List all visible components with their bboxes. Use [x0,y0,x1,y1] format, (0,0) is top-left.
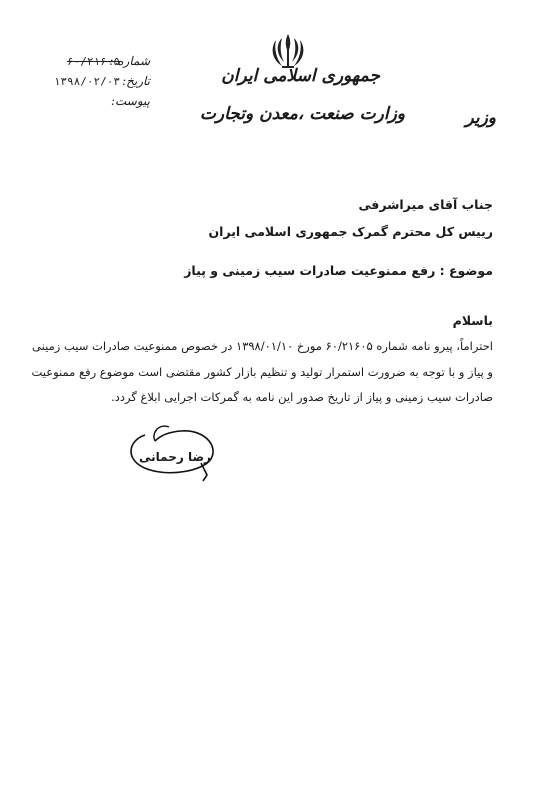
letterhead-office: وزیر [465,108,496,128]
letter-meta [30,54,150,114]
letter-date-label: تاریخ: [122,74,150,88]
body-line: احتراماً، پیرو نامه شماره ۶۰/۲۱۶۰۵ مورخ ۱۳۹۸/۰۱/۱۰ در خصوص ممنوعیت صادرات سیب زمینی [32,339,493,353]
letterhead-ministry: وزارت صنعت ،معدن وتجارت [199,104,405,124]
recipient-name: جناب آقای میراشرفی [358,197,493,212]
signatory-name: رضا رحمانی [139,450,211,464]
handwritten-signature [115,405,225,485]
letter-date-row [30,74,150,94]
letter-attachment-row [30,94,150,114]
letter-number-label: شماره : [109,54,150,68]
letter-attachment-label: پیوست: [110,94,150,108]
letter-number-row [30,54,150,74]
letterhead-country: جمهوری اسلامی ایران [221,66,380,86]
recipient-title: رییس کل محترم گمرک جمهوری اسلامی ایران [208,224,493,239]
letter-date-value: ۱۳۹۸/۰۲/۰۳ [53,75,120,88]
letter-greeting: باسلام [452,313,493,328]
body-line: و پیاز و با توجه به ضرورت استمرار تولید و تنظیم بازار کشور مقتضی است موضوع رفع ممنوعیت [31,365,493,379]
body-line: صادرات سیب زمینی و پیاز از تاریخ صدور این نامه به گمرکات اجرایی ابلاغ گردد. [111,390,493,404]
letter-subject: موضوع : رفع ممنوعیت صادرات سیب زمینی و پیاز [184,263,493,278]
letter-number-value: ۶۰/۲۱۶۰۵ [67,55,120,68]
